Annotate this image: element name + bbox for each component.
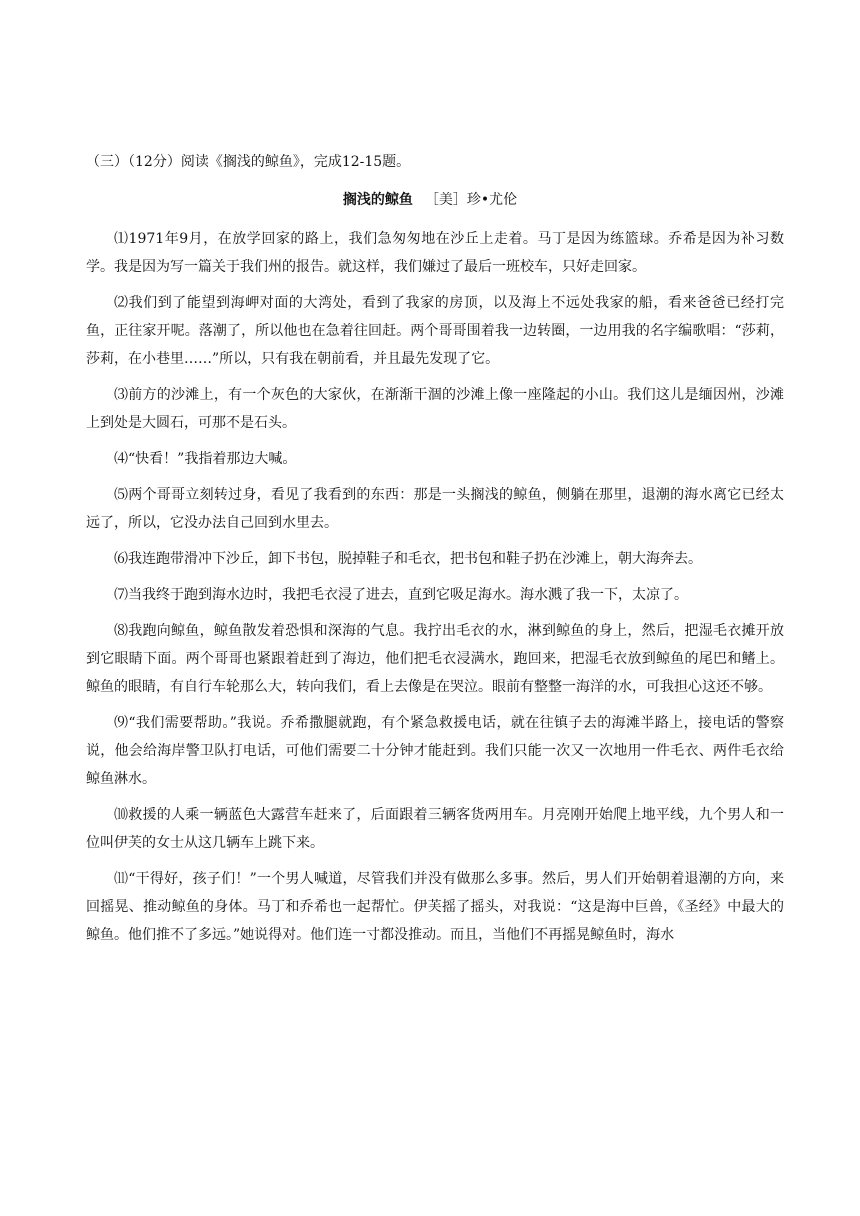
article-body: [86, 225, 784, 957]
paragraph-9: ⑼“我们需要帮助。”我说。乔希撒腿就跑，有个紧急救援电话，就在往镇子去的海滩半路上，接电话的警察说，他会给海岸警卫队打电话，可他们需要二十分钟才能赶到。我们只能一次又一次地用一件毛衣、两件毛衣给鲸鱼淋水。: [86, 715, 784, 787]
paragraph-6: ⑹我连跑带滑冲下沙丘，卸下书包，脱掉鞋子和毛衣，把书包和鞋子扔在沙滩上，朝大海奔去。: [114, 551, 702, 567]
article-title: 搁浅的鲸鱼: [342, 192, 413, 208]
paragraph-1: ⑴1971年9月，在放学回家的路上，我们急匆匆地在沙丘上走着。马丁是因为练篮球。乔希是因为补习数学。我是因为写一篇关于我们州的报告。就这样，我们嫌过了最后一班校车，只好走回家。: [86, 231, 784, 275]
article-author: ［美］珍•尤伦: [424, 192, 518, 208]
article-heading: [0, 190, 860, 210]
paragraph-5: ⑸两个哥哥立刻转过身，看见了我看到的东西：那是一头搁浅的鲸鱼，侧躺在那里，退潮的海水离它已经太远了，所以，它没办法自己回到水里去。: [86, 487, 784, 531]
paragraph-2: ⑵我们到了能望到海岬对面的大湾处，看到了我家的房顶，以及海上不远处我家的船，看来爸爸已经打完鱼，正往家开呢。落潮了，所以他也在急着往回赶。两个哥哥围着我一边转圈，一边用我的名字编歌唱：“莎莉，莎莉，在小巷里……”所以，只有我在朝前看，并且最先发现了它。: [86, 295, 784, 367]
paragraph-10: ⑽救援的人乘一辆蓝色大露营车赶来了，后面跟着三辆客货两用车。月亮刚开始爬上地平线，九个男人和一位叫伊芙的女士从这几辆车上跳下来。: [86, 807, 784, 851]
paragraph-4: ⑷“快看！”我指着那边大喊。: [114, 451, 297, 467]
paragraph-7: ⑺当我终于跑到海水边时，我把毛衣浸了进去，直到它吸足海水。海水溅了我一下，太凉了。: [114, 587, 688, 603]
paragraph-3: ⑶前方的沙滩上，有一个灰色的大家伙，在渐渐干涸的沙滩上像一座隆起的小山。我们这儿是缅因州，沙滩上到处是大圆石，可那不是石头。: [86, 387, 784, 431]
paragraph-8: ⑻我跑向鲸鱼，鲸鱼散发着恐惧和深海的气息。我拧出毛衣的水，淋到鲸鱼的身上，然后，把湿毛衣摊开放到它眼睛下面。两个哥哥也紧跟着赶到了海边，他们把毛衣浸满水，跑回来，把湿毛衣放到鲸鱼的尾巴和鳍上。鲸鱼的眼睛，有自行车轮那么大，转向我们，看上去像是在哭泣。眼前有整整一海洋的水，可我担心这还不够。: [86, 623, 784, 695]
paragraph-11: ⑾“干得好，孩子们！”一个男人喊道，尽管我们并没有做那么多事。然后，男人们开始朝着退潮的方向，来回摇晃、推动鲸鱼的身体。马丁和乔希也一起帮忙。伊芙摇了摇头，对我说：“这是海中巨兽，《圣经》中最大的鲸鱼。他们推不了多远。”她说得对。他们连一寸都没推动。而且，当他们不再摇晃鲸鱼时，海水: [86, 871, 784, 943]
section-intro: （三）（12分）阅读《搁浅的鲸鱼》，完成12-15题。: [86, 154, 411, 170]
